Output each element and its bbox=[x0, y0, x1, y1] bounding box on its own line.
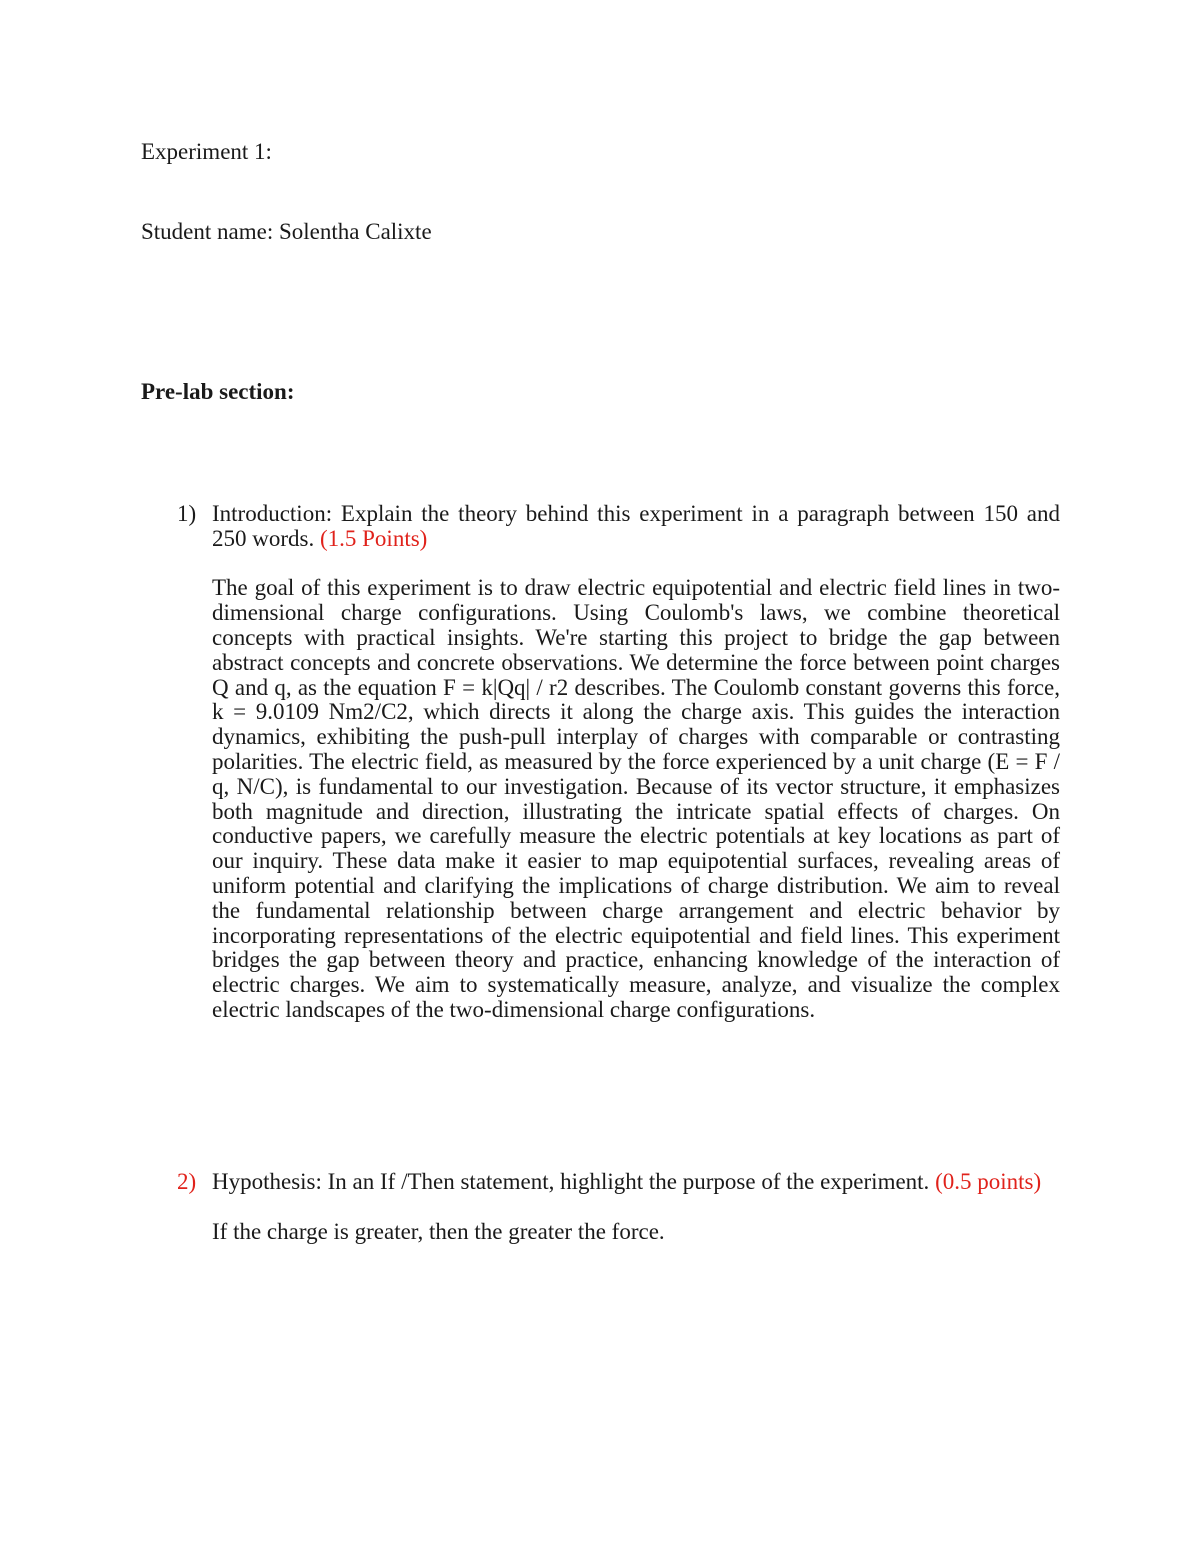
question-text: Introduction: Explain the theory behind this experiment in a paragraph between 150 and 250 words. bbox=[212, 501, 1060, 551]
student-name-line bbox=[141, 218, 432, 246]
experiment-title: Experiment 1: bbox=[141, 139, 272, 164]
section-heading: Pre-lab section: bbox=[141, 379, 295, 404]
question-number: 2) bbox=[177, 1169, 197, 1194]
question-body bbox=[212, 1170, 1060, 1244]
student-name-value: Solentha Calixte bbox=[278, 219, 432, 244]
answer-paragraph: The goal of this experiment is to draw electric equipotential and electric field lines in two-dimensional charge configurations. Using Coulomb's laws, we combine theoretical concepts with practical insights. We're starting this project to bridge the gap between abstract concepts and concrete observations. We determine the force between point charges Q and q, as the equation F = k|Qq| / r2 describes. The Coulomb constant governs this force, k = 9.0109 Nm2/C2, which directs it along the charge axis. This guides the interaction dynamics, exhibiting the push-pull interplay of charges with comparable or contrasting polarities. The electric field, as measured by the force experienced by a unit charge (E = F / q, N/C), is fundamental to our investigation. Because of its vector structure, it emphasizes both magnitude and direction, illustrating the intricate spatial effects of charges. On conductive papers, we carefully measure the electric potentials at key locations as part of our inquiry. These data make it easier to map equipotential surfaces, revealing areas of uniform potential and clarifying the implications of charge distribution. We aim to reveal the fundamental relationship between charge arrangement and electric behavior by incorporating representations of the electric equipotential and field lines. This experiment bridges the gap between theory and practice, enhancing knowledge of the interaction of electric charges. We aim to systematically measure, analyze, and visualize the complex electric landscapes of the two-dimensional charge configurations. bbox=[212, 575, 1060, 1022]
question-number: 1) bbox=[177, 501, 197, 526]
points-label: (0.5 points) bbox=[935, 1169, 1042, 1194]
question-body bbox=[212, 502, 1060, 1023]
student-name-label: Student name: bbox=[141, 219, 274, 244]
points-label: (1.5 Points) bbox=[319, 525, 428, 551]
question-text-line bbox=[212, 1170, 1060, 1195]
question-text-line bbox=[212, 502, 1060, 552]
question-text: Hypothesis: In an If /Then statement, highlight the purpose of the experiment. bbox=[212, 1169, 930, 1194]
answer-paragraph: If the charge is greater, then the greater the force. bbox=[212, 1218, 665, 1244]
